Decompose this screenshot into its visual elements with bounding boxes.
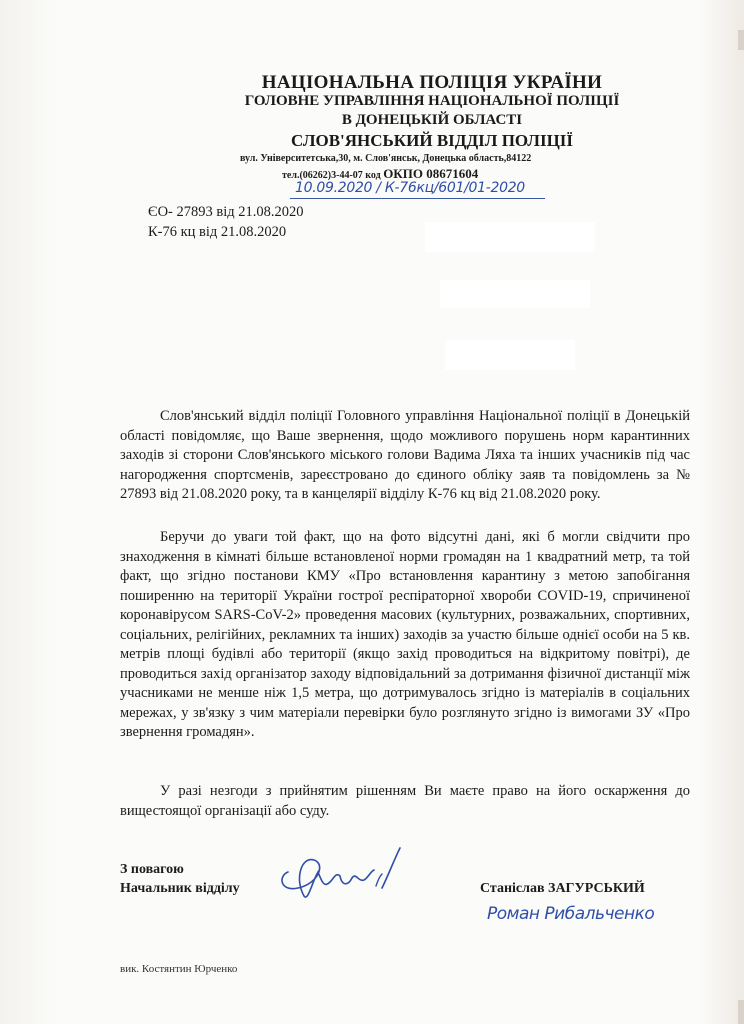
redacted-area [445,340,575,370]
header-line-2: ГОЛОВНЕ УПРАВЛІННЯ НАЦІОНАЛЬНОЇ ПОЛІЦІЇ [244,93,620,109]
paragraph-text: Слов'янський відділ поліції Головного управління Національної поліції в Донецькій області повідомляє, що Ваше звернення, щодо можливого порушень норм карантинних заходів зі сторони Слов'янського міського голови Вадима Ляха та інших учасників під час нагородження спортсменів, зареєстровано до єдиного обліку заяв та повідомлень за № 27893 від 21.08.2020 року, та в канцелярії відділу К-76 кц від 21.08.2020 року. [120,408,690,502]
registration-underline [290,198,545,199]
signer-name: Станіслав ЗАГУРСЬКИЙ [480,881,645,896]
signer-position: Начальник відділу [120,881,240,896]
address: вул. Університетська,30, м. Слов'янськ, Донецька область,84122 [240,153,532,164]
header-line-1: НАЦІОНАЛЬНА ПОЛІЦІЯ УКРАЇНИ [261,72,603,93]
paragraph-text: Беручи до уваги той факт, що на фото відсутні дані, які б могли свідчити про знаходження в кімнаті більше встановленої норми громадян на 1 квадратний метр, та той факт, що згідно постанови КМУ «Про встановлення карантину з метою запобігання поширенню на території України гострої респіраторної хвороби COVID-19, спричиненої коронавірусом SARS-CoV-2» проведення масових (культурних, розважальних, спортивних, соціальних, релігійних, рекламних та інших) заходів за участю більше однієї особи на 5 кв. метрів площі будівлі або території (якщо захід проводиться на відкритому повітрі), де проводиться захід організатор заходу відповідальний за дотримання фізичної дистанції між учасниками не менше ніж 1,5 метра, що дотримувалось згідно із матеріалів в соціальних мережах, у зв'язку з чим матеріали перевірки було розглянуто згідно із вимогами ЗУ «Про звернення громадян». [120,529,690,740]
regards: З повагою [120,862,184,877]
okpo-code: ОКПО 08671604 [383,166,479,181]
executor: вик. Костянтин Юрченко [120,963,238,975]
reference-eo: ЄО- 27893 від 21.08.2020 [148,204,304,220]
body-paragraph-2 [120,528,690,743]
handwritten-registration: 10.09.2020 / К-76кц/601/01-2020 [295,180,525,196]
body-paragraph-1 [120,407,690,505]
header-line-4: СЛОВ'ЯНСЬКИЙ ВІДДІЛ ПОЛІЦІЇ [290,131,574,150]
redacted-area [440,280,590,308]
reference-k76: К-76 кц від 21.08.2020 [148,224,287,240]
header-line-3: В ДОНЕЦЬКІЙ ОБЛАСТІ [341,112,523,128]
paragraph-text: У разі незгоди з прийнятим рішенням Ви маєте право на його оскарження до вищестоящої організації або суду. [120,783,690,819]
redacted-area [425,222,595,252]
body-paragraph-3 [120,782,690,821]
handwritten-name: Роман Рибальченко [487,904,655,924]
handwritten-signature [270,842,420,904]
scan-edge-mark [738,1000,744,1024]
phone: тел.(06262)3-44-07 код [282,170,381,181]
scan-edge-mark [738,30,744,50]
